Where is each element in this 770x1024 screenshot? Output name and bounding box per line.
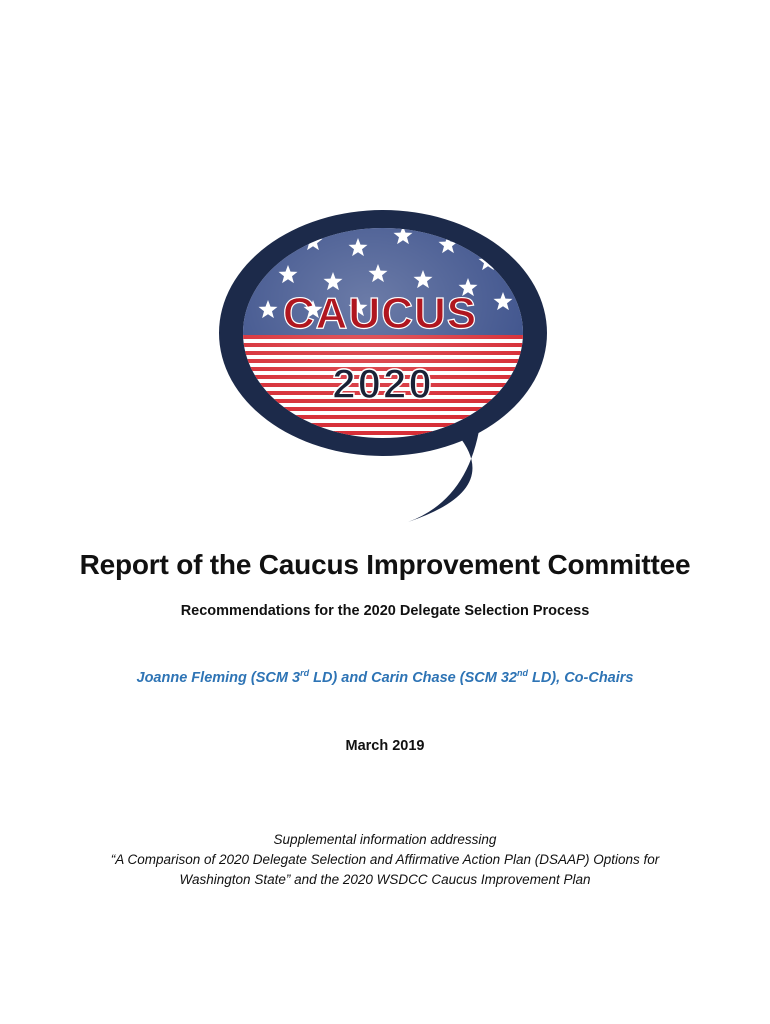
co-chairs-part-3: LD), Co-Chairs	[527, 670, 634, 686]
co-chairs-sup-2: nd	[516, 668, 528, 678]
year-wordmark: 2020	[332, 360, 434, 407]
co-chairs-line	[0, 670, 770, 686]
report-subtitle: Recommendations for the 2020 Delegate Selection Process	[180, 603, 590, 619]
co-chairs-part-1: Joanne Fleming (SCM 3	[136, 670, 301, 686]
co-chairs-part-2: LD) and Carin Chase (SCM 32	[309, 670, 517, 686]
supplemental-line-2: “A Comparison of 2020 Delegate Selection and Affirmative Action Plan (DSAAP) Options for	[110, 852, 660, 867]
supplemental-line-3: Washington State” and the 2020 WSDCC Caucus Improvement Plan	[179, 872, 591, 887]
co-chairs-sup-1: rd	[300, 668, 310, 678]
report-date: March 2019	[345, 738, 425, 754]
report-title: Report of the Caucus Improvement Committee	[79, 549, 691, 580]
caucus-wordmark: CAUCUS	[282, 289, 478, 338]
supplemental-line-1: Supplemental information addressing	[273, 832, 497, 847]
supplemental-note	[0, 830, 770, 890]
caucus-2020-speech-bubble-logo	[218, 210, 558, 530]
